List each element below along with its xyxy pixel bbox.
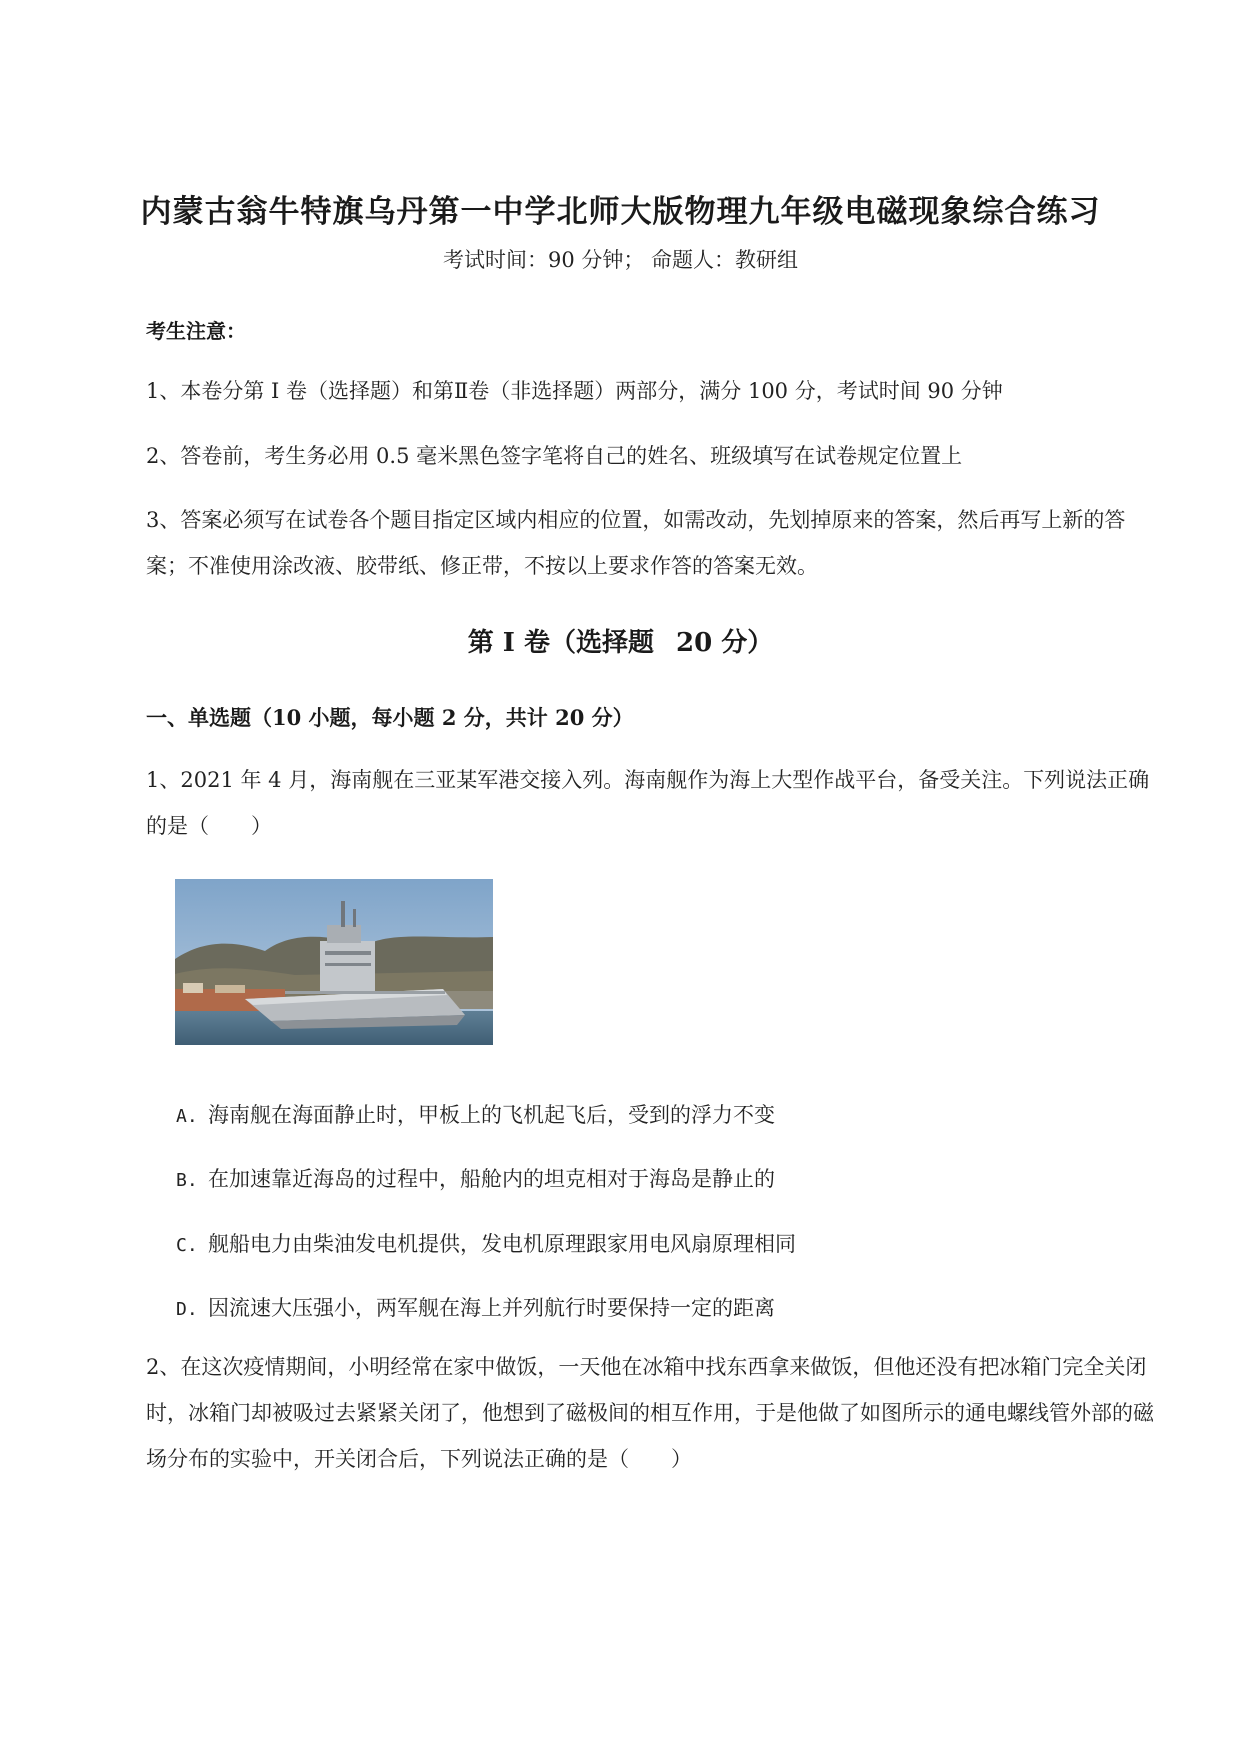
option-letter: D. <box>176 1299 198 1320</box>
section-title-score: 20 分） <box>676 628 774 658</box>
part-heading: 一、单选题（10 小题，每小题 2 分，共计 20 分） <box>146 705 634 730</box>
section-title-main: 第 I 卷（选择题 <box>467 628 655 658</box>
option-text: 因流速大压强小，两军舰在海上并列航行时要保持一定的距离 <box>208 1296 775 1320</box>
question-1-option-a <box>176 1099 775 1129</box>
question-1-text: 1、2021 年 4 月，海南舰在三亚某军港交接入列。海南舰作为海上大型作战平台，备受关注。下列说法正确的是（ ） <box>146 768 1150 838</box>
option-letter: B. <box>176 1170 198 1191</box>
exam-info: 考试时间：90 分钟； 命题人：教研组 <box>442 248 799 272</box>
question-1-option-b <box>176 1163 775 1193</box>
question-2-text: 2、在这次疫情期间，小明经常在家中做饭，一天他在冰箱中找东西拿来做饭，但他还没有把冰箱门完全关闭时，冰箱门却被吸过去紧紧关闭了，他想到了磁极间的相互作用，于是他做了如图所示的通电螺线管外部的磁场分布的实验中，开关闭合后，下列说法正确的是（ ） <box>146 1355 1154 1471</box>
question-1-option-c <box>176 1228 796 1258</box>
notice-heading: 考生注意： <box>146 319 246 343</box>
option-text: 海南舰在海面静止时，甲板上的飞机起飞后，受到的浮力不变 <box>208 1103 775 1127</box>
warship-photo <box>175 879 493 1045</box>
page-title: 内蒙古翁牛特旗乌丹第一中学北师大版物理九年级电磁现象综合练习 <box>140 194 1101 230</box>
section-title <box>0 622 1241 659</box>
option-letter: C. <box>176 1235 198 1256</box>
option-text: 舰船电力由柴油发电机提供，发电机原理跟家用电风扇原理相同 <box>208 1232 796 1256</box>
notice-item: 1、本卷分第 I 卷（选择题）和第Ⅱ卷（非选择题）两部分，满分 100 分，考试时间 90 分钟 <box>146 379 1003 403</box>
question-1-option-d <box>176 1292 775 1322</box>
option-letter: A. <box>176 1106 198 1127</box>
notice-item: 3、答案必须写在试卷各个题目指定区域内相应的位置，如需改动，先划掉原来的答案，然后再写上新的答案；不准使用涂改液、胶带纸、修正带，不按以上要求作答的答案无效。 <box>146 508 1126 578</box>
notice-item: 2、答卷前，考生务必用 0.5 毫米黑色签字笔将自己的姓名、班级填写在试卷规定位置上 <box>146 444 963 468</box>
option-text: 在加速靠近海岛的过程中，船舱内的坦克相对于海岛是静止的 <box>208 1167 775 1191</box>
